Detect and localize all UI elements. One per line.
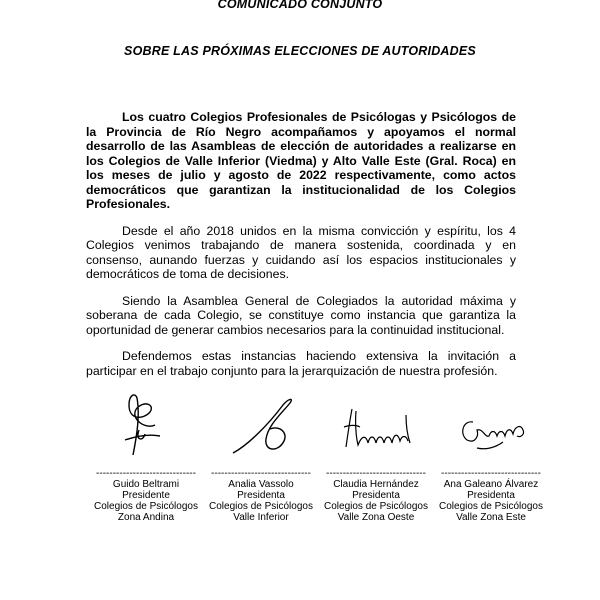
signatory-name: Guido Beltrami xyxy=(112,479,180,490)
signature-rule: ------------------------------ xyxy=(441,468,541,479)
signatory-org: Colegios de Psicólogos xyxy=(209,501,313,512)
signatory-zone: Valle Zona Oeste xyxy=(337,512,415,523)
signature-rule: ------------------------------ xyxy=(96,468,196,479)
signatory-zone: Valle Zona Este xyxy=(456,512,526,523)
signatory-name: Claudia Hernández xyxy=(333,479,419,490)
signature-rule: ------------------------------ xyxy=(326,468,426,479)
signatory-2 xyxy=(201,468,321,523)
signatory-3 xyxy=(316,468,436,523)
signatory-1 xyxy=(86,468,206,523)
document-body xyxy=(86,110,516,390)
document-title: COMUNICADO CONJUNTO xyxy=(217,0,383,11)
signatory-4 xyxy=(431,468,551,523)
signatory-name: Analia Vassolo xyxy=(228,479,294,490)
signatory-zone: Zona Andina xyxy=(117,512,175,523)
signature-rule: ------------------------------ xyxy=(211,468,311,479)
paragraph-3: Siendo la Asamblea General de Colegiados la autoridad máxima y soberana de cada Colegio, se constituye como instancia que garantiza la oportunidad de generar cambios necesarios para la continuidad institucional. xyxy=(86,293,516,337)
signatory-org: Colegios de Psicólogos xyxy=(94,501,198,512)
signature-beltrami xyxy=(115,390,175,460)
document-subtitle: SOBRE LAS PRÓXIMAS ELECCIONES DE AUTORIDADES xyxy=(124,44,476,58)
signature-vassolo xyxy=(228,395,308,460)
paragraph-lead: Los cuatro Colegios Profesionales de Psicólogas y Psicólogos de la Provincia de Río Negro acompañamos y apoyamos el normal desarrollo de las Asambleas de elección de autoridades a realizarse en los Colegios de Valle Inferior (Viedma) y Alto Valle Este (Gral. Roca) en los meses de julio y agosto de 2022 respectivamente, como actos democráticos que garantizan la institucionalidad de los Colegios Profesionales. xyxy=(86,110,516,211)
signatory-name: Ana Galeano Álvarez xyxy=(443,479,539,490)
signatory-role: Presidenta xyxy=(352,490,400,501)
signatory-role: Presidenta xyxy=(467,490,515,501)
signature-galeano xyxy=(455,408,535,453)
signatory-role: Presidenta xyxy=(237,490,285,501)
paragraph-2: Desde el año 2018 unidos en la misma convicción y espíritu, los 4 Colegios venimos trabajando de manera sostenida, coordinada y en consenso, aunando fuerzas y cuidando así los espacios institucionales y democráticos de toma de decisiones. xyxy=(86,223,516,281)
signatory-zone: Valle Inferior xyxy=(233,512,289,523)
signature-hernandez xyxy=(340,405,420,455)
signatory-org: Colegios de Psicólogos xyxy=(324,501,428,512)
signatory-role: Presidente xyxy=(122,490,170,501)
signatory-org: Colegios de Psicólogos xyxy=(439,501,543,512)
paragraph-4: Defendemos estas instancias haciendo extensiva la invitación a participar en el trabajo conjunto para la jerarquización de nuestra profesión. xyxy=(86,349,516,378)
signatures-area xyxy=(0,390,600,470)
